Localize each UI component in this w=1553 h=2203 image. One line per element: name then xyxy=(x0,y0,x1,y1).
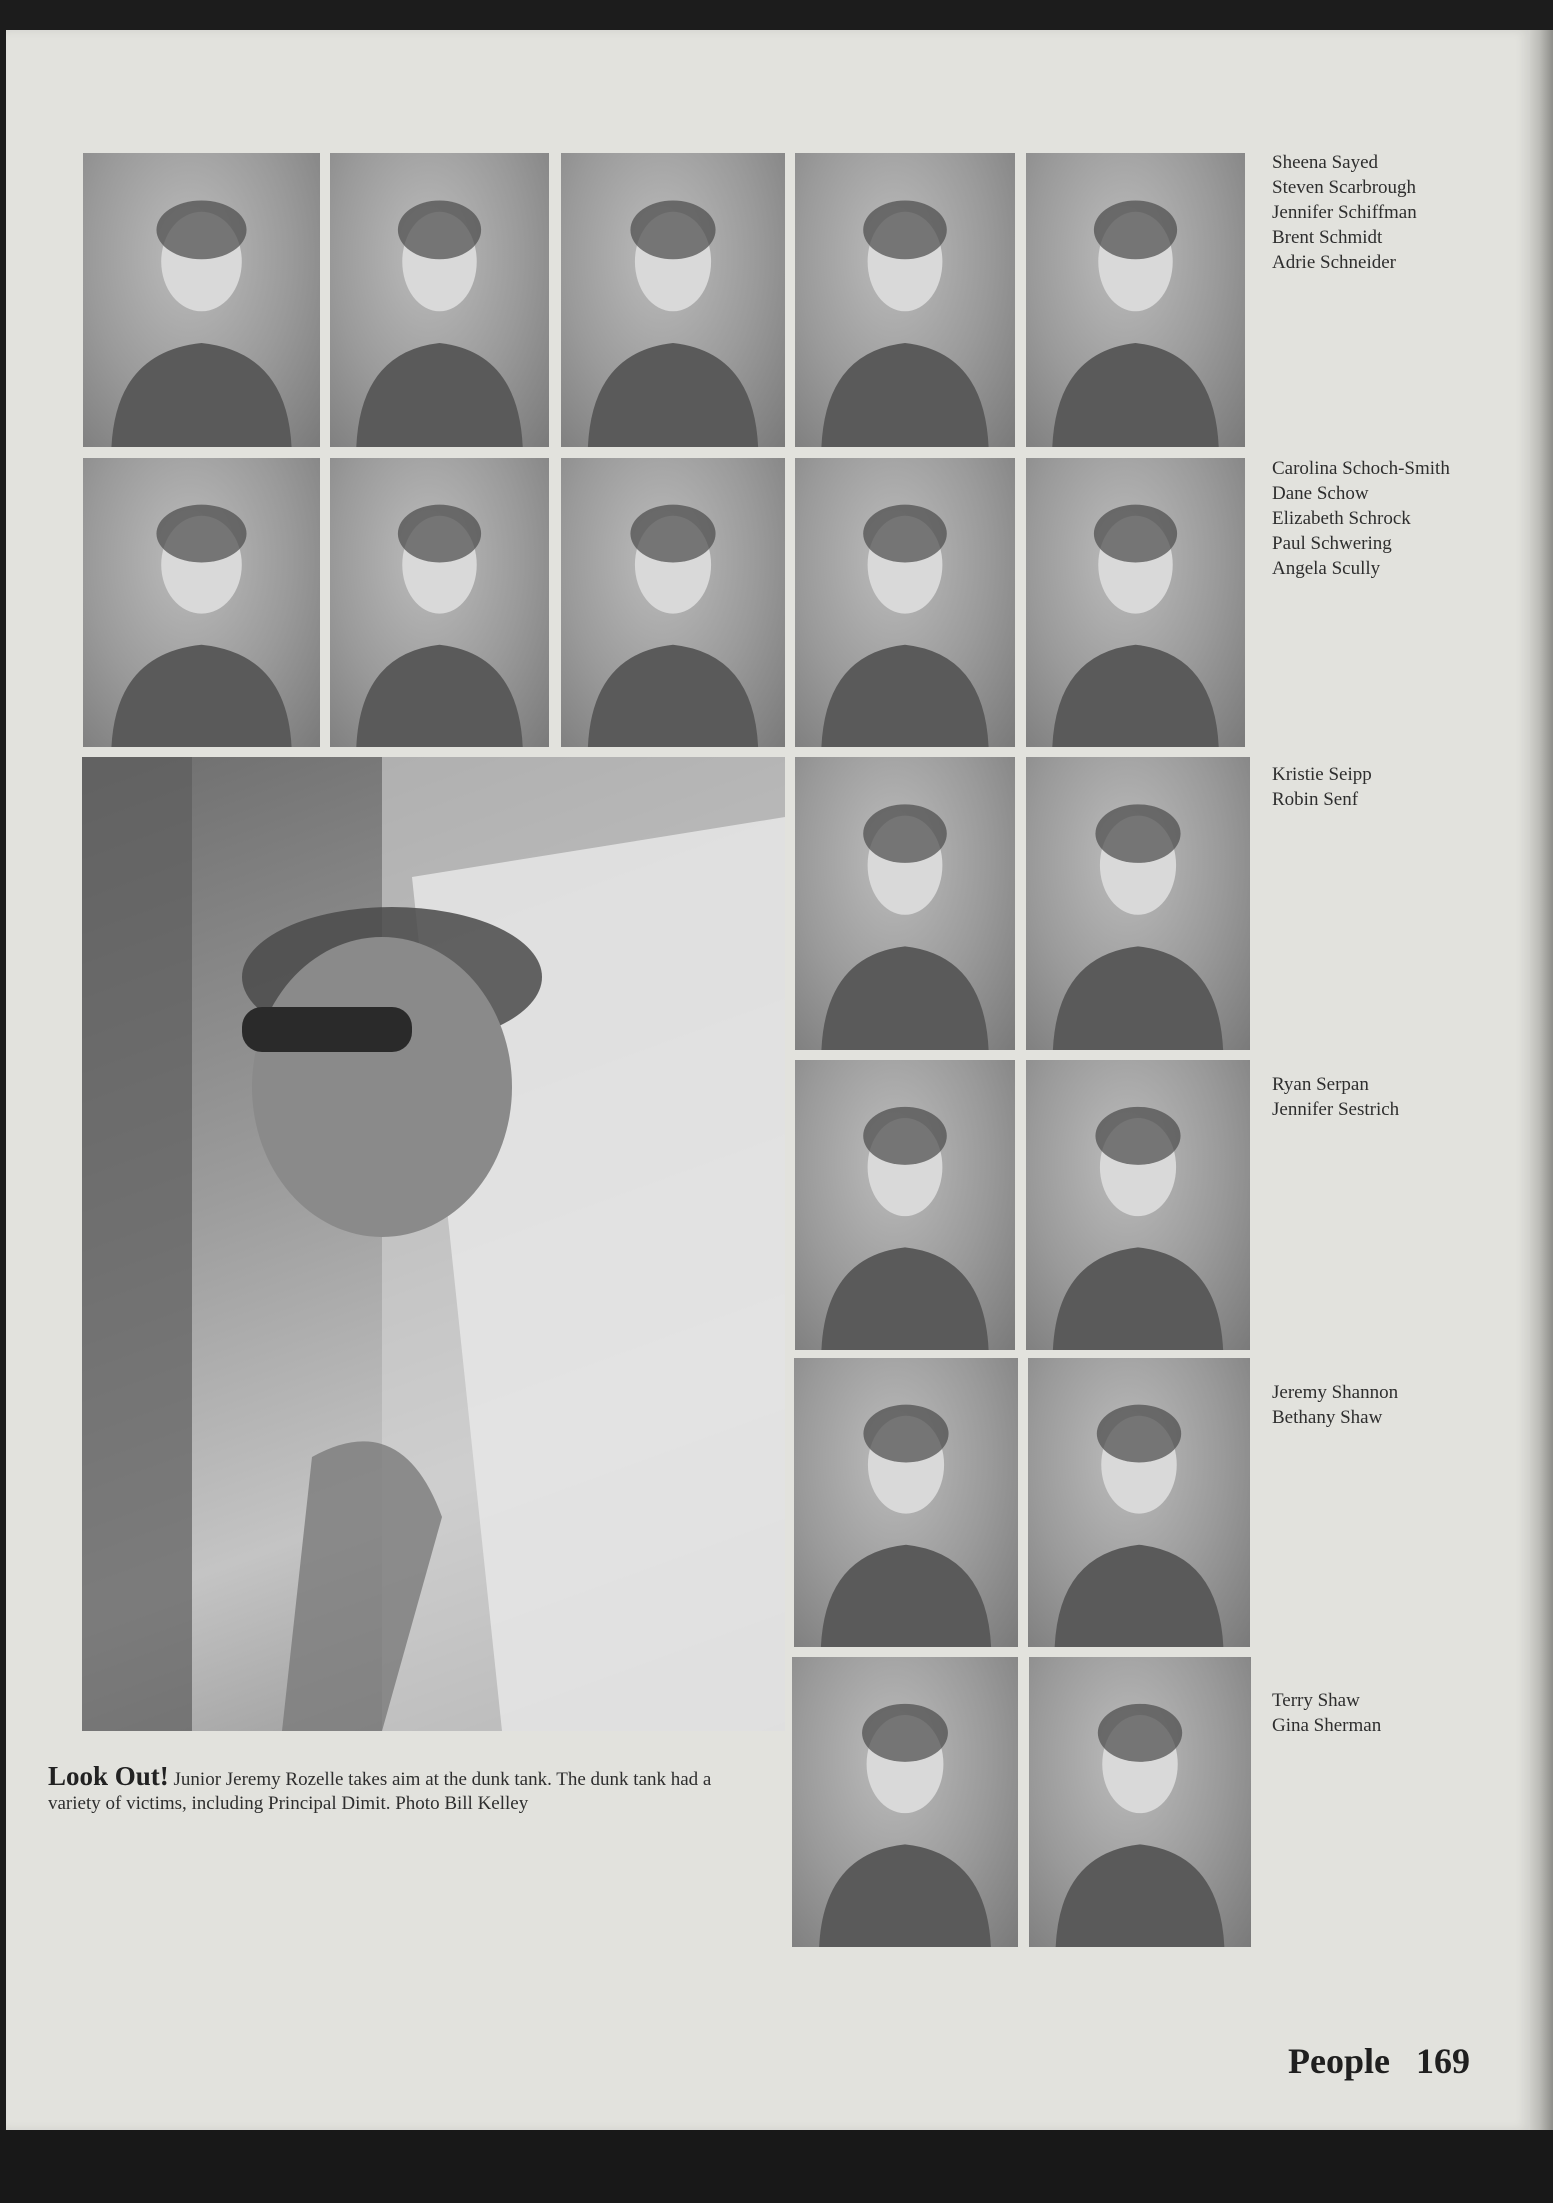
portrait-silhouette xyxy=(1026,153,1245,447)
names-row-3 xyxy=(1272,762,1512,812)
portrait-silhouette xyxy=(1026,458,1245,747)
portrait-silhouette xyxy=(1026,1060,1250,1350)
portrait-silhouette xyxy=(330,153,549,447)
portrait-sheena-sayed xyxy=(83,153,320,447)
name: Angela Scully xyxy=(1272,558,1381,579)
portrait-brent-schmidt xyxy=(795,153,1015,447)
name: Ryan Serpan xyxy=(1272,1074,1369,1095)
page-folio xyxy=(1240,2040,1470,2082)
portrait-robin-senf xyxy=(1026,757,1250,1050)
page-number: 169 xyxy=(1416,2041,1470,2081)
name: Sheena Sayed xyxy=(1272,152,1379,173)
name: Bethany Shaw xyxy=(1272,1407,1383,1428)
portrait-silhouette xyxy=(83,153,320,447)
name: Elizabeth Schrock xyxy=(1272,508,1411,529)
names-row-2 xyxy=(1272,456,1512,581)
name: Robin Senf xyxy=(1272,789,1359,810)
portrait-silhouette xyxy=(1029,1657,1251,1947)
portrait-jennifer-sestrich xyxy=(1026,1060,1250,1350)
binding-shadow xyxy=(0,2130,1553,2203)
portrait-silhouette xyxy=(561,458,785,747)
name: Steven Scarbrough xyxy=(1272,177,1417,198)
portrait-steven-scarbrough xyxy=(330,153,549,447)
name: Gina Sherman xyxy=(1272,1715,1382,1736)
name: Adrie Schneider xyxy=(1272,252,1396,273)
portrait-silhouette xyxy=(330,458,549,747)
portrait-bethany-shaw xyxy=(1028,1358,1250,1647)
names-row-5 xyxy=(1272,1380,1512,1430)
portrait-adrie-schneider xyxy=(1026,153,1245,447)
names-row-4 xyxy=(1272,1072,1512,1122)
portrait-kristie-seipp xyxy=(795,757,1015,1050)
caption-text: Junior Jeremy Rozelle takes aim at the dunk tank. The dunk tank had a variety of victims, including Principal Dimit. Photo Bill Kelley xyxy=(48,1769,712,1814)
portrait-silhouette xyxy=(792,1657,1018,1947)
portrait-terry-shaw xyxy=(792,1657,1018,1947)
portrait-silhouette xyxy=(795,757,1015,1050)
page-edge xyxy=(1530,30,1553,2150)
candid-photo-dunk-tank xyxy=(82,757,785,1731)
portrait-dane-schow xyxy=(330,458,549,747)
portrait-silhouette xyxy=(795,153,1015,447)
name: Terry Shaw xyxy=(1272,1690,1360,1711)
section-title: People xyxy=(1288,2041,1390,2081)
name: Dane Schow xyxy=(1272,483,1369,504)
names-row-1 xyxy=(1272,150,1512,275)
portrait-jennifer-schiffman xyxy=(561,153,785,447)
portrait-gina-sherman xyxy=(1029,1657,1251,1947)
portrait-angela-scully xyxy=(1026,458,1245,747)
portrait-paul-schwering xyxy=(795,458,1015,747)
portrait-silhouette xyxy=(795,458,1015,747)
portrait-elizabeth-schrock xyxy=(561,458,785,747)
portrait-silhouette xyxy=(795,1060,1015,1350)
name: Kristie Seipp xyxy=(1272,764,1372,785)
portrait-jeremy-shannon xyxy=(794,1358,1018,1647)
name: Jeremy Shannon xyxy=(1272,1382,1399,1403)
portrait-silhouette xyxy=(561,153,785,447)
name: Jennifer Schiffman xyxy=(1272,202,1417,223)
portrait-silhouette xyxy=(794,1358,1018,1647)
name: Jennifer Sestrich xyxy=(1272,1099,1400,1120)
portrait-silhouette xyxy=(1026,757,1250,1050)
caption-lead: Look Out! xyxy=(48,1761,169,1791)
name: Paul Schwering xyxy=(1272,533,1392,554)
portrait-silhouette xyxy=(1028,1358,1250,1647)
names-row-6 xyxy=(1272,1688,1512,1738)
portrait-ryan-serpan xyxy=(795,1060,1015,1350)
portrait-silhouette xyxy=(83,458,320,747)
portrait-carolina-schoch-smith xyxy=(83,458,320,747)
name: Carolina Schoch-Smith xyxy=(1272,458,1450,479)
photo-caption xyxy=(48,1761,768,1816)
name: Brent Schmidt xyxy=(1272,227,1383,248)
